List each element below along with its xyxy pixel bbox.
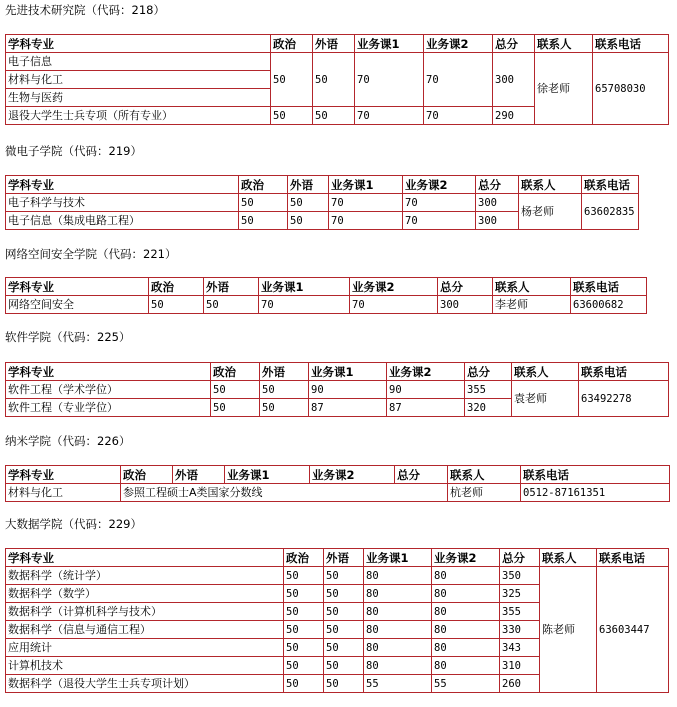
foreign-score: 50 xyxy=(324,603,364,621)
score-note-cell: 参照工程硕士A类国家分数线 xyxy=(121,484,448,502)
header-total: 总分 xyxy=(500,549,540,567)
course1-score: 70 xyxy=(329,194,403,212)
politics-score: 50 xyxy=(271,107,313,125)
course1-score: 70 xyxy=(329,212,403,230)
header-course1: 业务课1 xyxy=(259,278,350,296)
total-score: 343 xyxy=(500,639,540,657)
header-course2: 业务课2 xyxy=(387,363,465,381)
course2-score: 87 xyxy=(387,399,465,417)
header-phone: 联系电话 xyxy=(579,363,669,381)
major-cell: 材料与化工 xyxy=(6,71,271,89)
politics-score: 50 xyxy=(284,657,324,675)
total-score: 260 xyxy=(500,675,540,693)
major-cell: 数据科学（信息与通信工程） xyxy=(6,621,284,639)
major-cell: 数据科学（计算机科学与技术） xyxy=(6,603,284,621)
major-cell: 软件工程（学术学位） xyxy=(6,381,211,399)
foreign-score: 50 xyxy=(260,399,309,417)
table-header-row xyxy=(6,466,670,484)
header-course1: 业务课1 xyxy=(364,549,432,567)
foreign-score: 50 xyxy=(324,621,364,639)
course1-score: 70 xyxy=(355,107,424,125)
course2-score: 70 xyxy=(424,107,493,125)
table-row xyxy=(6,53,669,71)
foreign-score: 50 xyxy=(260,381,309,399)
course2-score: 55 xyxy=(432,675,500,693)
total-score: 310 xyxy=(500,657,540,675)
section-title-229: 大数据学院（代码：229） xyxy=(5,517,142,531)
header-total: 总分 xyxy=(465,363,512,381)
header-course1: 业务课1 xyxy=(309,363,387,381)
score-table-221 xyxy=(5,277,647,314)
phone-cell: 63603447 xyxy=(597,567,669,693)
foreign-score: 50 xyxy=(288,194,329,212)
major-cell: 电子信息 xyxy=(6,53,271,71)
total-score: 330 xyxy=(500,621,540,639)
course2-score: 70 xyxy=(424,53,493,107)
foreign-score: 50 xyxy=(324,657,364,675)
foreign-score: 50 xyxy=(324,639,364,657)
major-cell: 数据科学（退役大学生士兵专项计划） xyxy=(6,675,284,693)
politics-score: 50 xyxy=(284,603,324,621)
header-total: 总分 xyxy=(493,35,535,53)
header-politics: 政治 xyxy=(121,466,173,484)
course1-score: 90 xyxy=(309,381,387,399)
table-row xyxy=(6,484,670,502)
course1-score: 80 xyxy=(364,657,432,675)
header-foreign: 外语 xyxy=(173,466,225,484)
total-score: 300 xyxy=(476,212,519,230)
course2-score: 80 xyxy=(432,603,500,621)
header-politics: 政治 xyxy=(239,176,288,194)
contact-cell: 袁老师 xyxy=(512,381,579,417)
table-header-row xyxy=(6,278,647,296)
header-phone: 联系电话 xyxy=(571,278,647,296)
total-score: 350 xyxy=(500,567,540,585)
section-title-225: 软件学院（代码：225） xyxy=(5,330,131,344)
contact-cell: 杭老师 xyxy=(448,484,521,502)
header-politics: 政治 xyxy=(211,363,260,381)
politics-score: 50 xyxy=(284,567,324,585)
phone-cell: 63602835 xyxy=(582,194,639,230)
header-phone: 联系电话 xyxy=(582,176,639,194)
header-course2: 业务课2 xyxy=(432,549,500,567)
table-row xyxy=(6,567,669,585)
table-header-row xyxy=(6,35,669,53)
major-cell: 数据科学（数学） xyxy=(6,585,284,603)
total-score: 290 xyxy=(493,107,535,125)
contact-cell: 李老师 xyxy=(493,296,571,314)
course2-score: 70 xyxy=(350,296,438,314)
section-title-218: 先进技术研究院（代码：218） xyxy=(5,3,165,17)
course1-score: 87 xyxy=(309,399,387,417)
header-total: 总分 xyxy=(395,466,448,484)
header-contact: 联系人 xyxy=(535,35,593,53)
header-contact: 联系人 xyxy=(448,466,521,484)
header-contact: 联系人 xyxy=(493,278,571,296)
header-foreign: 外语 xyxy=(260,363,309,381)
course1-score: 55 xyxy=(364,675,432,693)
header-foreign: 外语 xyxy=(288,176,329,194)
course2-score: 80 xyxy=(432,639,500,657)
course2-score: 90 xyxy=(387,381,465,399)
score-table-218 xyxy=(5,34,669,125)
header-contact: 联系人 xyxy=(519,176,582,194)
section-title-219: 微电子学院（代码：219） xyxy=(5,144,142,158)
phone-cell: 63600682 xyxy=(571,296,647,314)
major-cell: 电子信息（集成电路工程） xyxy=(6,212,239,230)
header-major: 学科专业 xyxy=(6,35,271,53)
header-major: 学科专业 xyxy=(6,176,239,194)
score-table-226 xyxy=(5,465,670,502)
score-table-219 xyxy=(5,175,639,230)
course1-score: 80 xyxy=(364,621,432,639)
politics-score: 50 xyxy=(284,639,324,657)
major-cell: 生物与医药 xyxy=(6,89,271,107)
table-row xyxy=(6,296,647,314)
header-contact: 联系人 xyxy=(512,363,579,381)
score-table-225 xyxy=(5,362,669,417)
course2-score: 70 xyxy=(403,194,476,212)
phone-cell: 0512-87161351 xyxy=(521,484,670,502)
header-major: 学科专业 xyxy=(6,549,284,567)
course1-score: 70 xyxy=(355,53,424,107)
major-cell: 网络空间安全 xyxy=(6,296,149,314)
total-score: 300 xyxy=(493,53,535,107)
course2-score: 80 xyxy=(432,585,500,603)
header-foreign: 外语 xyxy=(204,278,259,296)
total-score: 355 xyxy=(465,381,512,399)
table-row xyxy=(6,381,669,399)
course2-score: 70 xyxy=(403,212,476,230)
foreign-score: 50 xyxy=(324,585,364,603)
foreign-score: 50 xyxy=(324,675,364,693)
politics-score: 50 xyxy=(211,399,260,417)
course2-score: 80 xyxy=(432,621,500,639)
total-score: 320 xyxy=(465,399,512,417)
total-score: 355 xyxy=(500,603,540,621)
header-total: 总分 xyxy=(476,176,519,194)
foreign-score: 50 xyxy=(324,567,364,585)
header-course2: 业务课2 xyxy=(310,466,395,484)
contact-cell: 杨老师 xyxy=(519,194,582,230)
total-score: 300 xyxy=(438,296,493,314)
header-major: 学科专业 xyxy=(6,466,121,484)
header-total: 总分 xyxy=(438,278,493,296)
header-course2: 业务课2 xyxy=(350,278,438,296)
header-course1: 业务课1 xyxy=(355,35,424,53)
table-row xyxy=(6,194,639,212)
major-cell: 计算机技术 xyxy=(6,657,284,675)
politics-score: 50 xyxy=(284,621,324,639)
politics-score: 50 xyxy=(271,53,313,107)
header-major: 学科专业 xyxy=(6,278,149,296)
course2-score: 80 xyxy=(432,567,500,585)
table-header-row xyxy=(6,549,669,567)
course1-score: 80 xyxy=(364,603,432,621)
section-title-226: 纳米学院（代码：226） xyxy=(5,434,131,448)
header-phone: 联系电话 xyxy=(521,466,670,484)
header-course1: 业务课1 xyxy=(225,466,310,484)
foreign-score: 50 xyxy=(313,53,355,107)
major-cell: 电子科学与技术 xyxy=(6,194,239,212)
header-phone: 联系电话 xyxy=(593,35,669,53)
total-score: 300 xyxy=(476,194,519,212)
major-cell: 退役大学生士兵专项（所有专业） xyxy=(6,107,271,125)
header-course1: 业务课1 xyxy=(329,176,403,194)
header-major: 学科专业 xyxy=(6,363,211,381)
phone-cell: 65708030 xyxy=(593,53,669,125)
total-score: 325 xyxy=(500,585,540,603)
politics-score: 50 xyxy=(211,381,260,399)
header-contact: 联系人 xyxy=(540,549,597,567)
politics-score: 50 xyxy=(284,585,324,603)
politics-score: 50 xyxy=(284,675,324,693)
phone-cell: 63492278 xyxy=(579,381,669,417)
politics-score: 50 xyxy=(239,212,288,230)
major-cell: 材料与化工 xyxy=(6,484,121,502)
course1-score: 70 xyxy=(259,296,350,314)
header-politics: 政治 xyxy=(284,549,324,567)
table-header-row xyxy=(6,363,669,381)
major-cell: 应用统计 xyxy=(6,639,284,657)
course1-score: 80 xyxy=(364,585,432,603)
course1-score: 80 xyxy=(364,639,432,657)
header-course2: 业务课2 xyxy=(424,35,493,53)
course1-score: 80 xyxy=(364,567,432,585)
major-cell: 软件工程（专业学位） xyxy=(6,399,211,417)
foreign-score: 50 xyxy=(313,107,355,125)
header-foreign: 外语 xyxy=(324,549,364,567)
foreign-score: 50 xyxy=(204,296,259,314)
course2-score: 80 xyxy=(432,657,500,675)
header-foreign: 外语 xyxy=(313,35,355,53)
header-course2: 业务课2 xyxy=(403,176,476,194)
header-politics: 政治 xyxy=(149,278,204,296)
table-header-row xyxy=(6,176,639,194)
politics-score: 50 xyxy=(149,296,204,314)
header-phone: 联系电话 xyxy=(597,549,669,567)
section-title-221: 网络空间安全学院（代码：221） xyxy=(5,247,177,261)
contact-cell: 徐老师 xyxy=(535,53,593,125)
header-politics: 政治 xyxy=(271,35,313,53)
score-table-229 xyxy=(5,548,669,693)
politics-score: 50 xyxy=(239,194,288,212)
contact-cell: 陈老师 xyxy=(540,567,597,693)
major-cell: 数据科学（统计学） xyxy=(6,567,284,585)
foreign-score: 50 xyxy=(288,212,329,230)
